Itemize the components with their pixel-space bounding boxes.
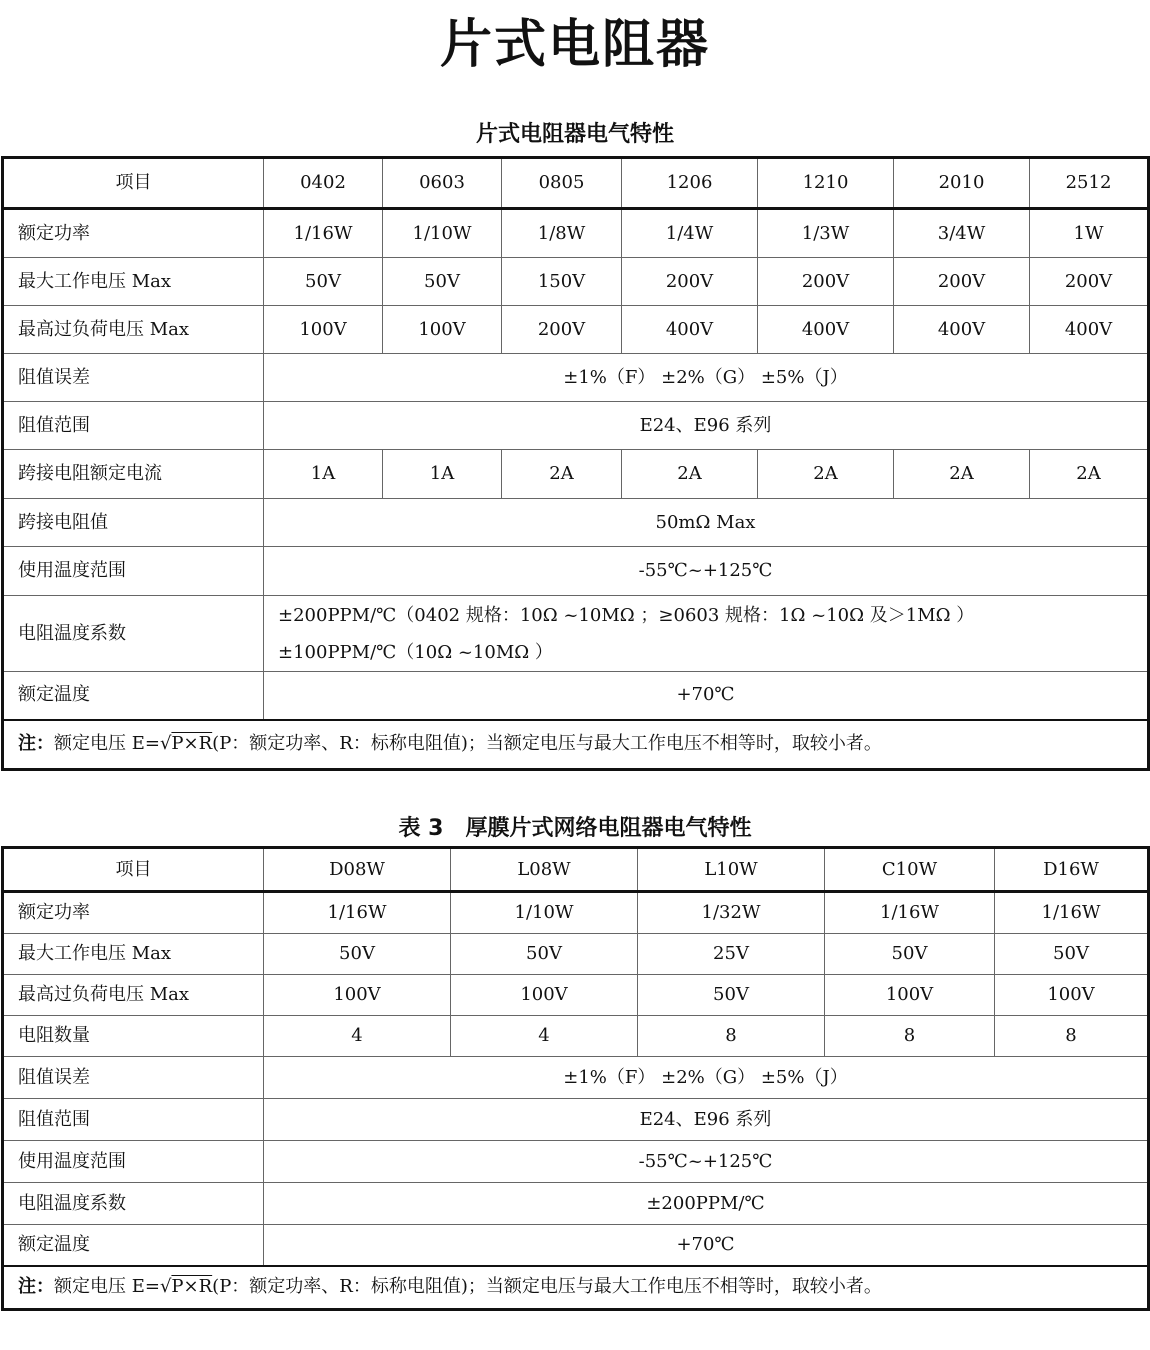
network-resistor-spec-table: [1, 846, 1150, 1311]
row-label: 额定功率: [3, 892, 264, 934]
row-label: 阻值误差: [3, 1057, 264, 1099]
cell: 100V: [264, 306, 383, 354]
table-row: [3, 499, 1149, 547]
merged-cell: -55℃~+125℃: [264, 547, 1149, 596]
cell: 50V: [264, 934, 451, 975]
cell: 2A: [622, 450, 758, 499]
cell: 8: [825, 1016, 995, 1057]
cell: 1/8W: [502, 209, 622, 258]
cell: 1/32W: [638, 892, 825, 934]
row-label: 最大工作电压 Max: [3, 258, 264, 306]
table-row: [3, 892, 1149, 934]
cell: 200V: [1030, 258, 1149, 306]
merged-cell: E24、E96 系列: [264, 402, 1149, 450]
note-text: 额定电压 E=√: [54, 1276, 172, 1298]
table-row: [3, 547, 1149, 596]
cell: 2A: [894, 450, 1030, 499]
merged-cell: ±1%（F） ±2%（G） ±5%（J）: [264, 1057, 1149, 1099]
cell: 400V: [1030, 306, 1149, 354]
table-header-row: [3, 848, 1149, 892]
header-cell: 2010: [894, 158, 1030, 209]
cell: 1A: [264, 450, 383, 499]
cell: 1/10W: [383, 209, 502, 258]
tcr-line-1: ±200PPM/℃（0402 规格：10Ω ~10MΩ ；≥0603 规格：1Ω ~10Ω 及＞1MΩ ）: [278, 604, 975, 626]
row-label: 电阻温度系数: [3, 596, 264, 672]
table-row: [3, 402, 1149, 450]
note-cell: [3, 1266, 1149, 1310]
cell: 100V: [264, 975, 451, 1016]
merged-cell: ±200PPM/℃: [264, 1183, 1149, 1225]
row-label: 电阻数量: [3, 1016, 264, 1057]
row-label: 额定温度: [3, 672, 264, 720]
cell: 4: [451, 1016, 638, 1057]
cell: 400V: [622, 306, 758, 354]
cell: 1/16W: [264, 209, 383, 258]
row-label: 使用温度范围: [3, 1141, 264, 1183]
cell: 50V: [451, 934, 638, 975]
cell: 400V: [894, 306, 1030, 354]
row-label: 最大工作电压 Max: [3, 934, 264, 975]
table-row: [3, 1016, 1149, 1057]
note-sqrt: P×R: [171, 1276, 213, 1298]
merged-cell: -55℃~+125℃: [264, 1141, 1149, 1183]
cell: 200V: [622, 258, 758, 306]
row-label: 额定功率: [3, 209, 264, 258]
cell: 50V: [264, 258, 383, 306]
table-header-row: [3, 158, 1149, 209]
table-row: [3, 306, 1149, 354]
note-text: 额定电压 E=√: [54, 733, 172, 755]
cell: 1A: [383, 450, 502, 499]
table-note-row: [3, 1266, 1149, 1310]
cell: 1/3W: [758, 209, 894, 258]
header-cell: 0402: [264, 158, 383, 209]
note-sqrt: P×R: [171, 733, 213, 755]
cell: 50V: [825, 934, 995, 975]
table-row: [3, 354, 1149, 402]
cell: 1/16W: [995, 892, 1149, 934]
header-cell: 0805: [502, 158, 622, 209]
header-cell: 1206: [622, 158, 758, 209]
row-label: 额定温度: [3, 1225, 264, 1266]
table-row: [3, 672, 1149, 720]
cell: 1/16W: [825, 892, 995, 934]
header-cell: L10W: [638, 848, 825, 892]
note-text: (P：额定功率、R：标称电阻值)；当额定电压与最大工作电压不相等时，取较小者。: [212, 733, 882, 755]
cell: 100V: [451, 975, 638, 1016]
header-cell: 项目: [3, 158, 264, 209]
row-label: 最高过负荷电压 Max: [3, 975, 264, 1016]
table2-title: 表 3 厚膜片式网络电阻器电气特性: [398, 816, 752, 841]
cell: 150V: [502, 258, 622, 306]
cell: 25V: [638, 934, 825, 975]
table-row: [3, 1141, 1149, 1183]
cell: 100V: [383, 306, 502, 354]
merged-cell: +70℃: [264, 1225, 1149, 1266]
cell: 400V: [758, 306, 894, 354]
header-cell: 1210: [758, 158, 894, 209]
note-text: (P：额定功率、R：标称电阻值)；当额定电压与最大工作电压不相等时，取较小者。: [212, 1276, 882, 1298]
merged-cell: [264, 596, 1149, 672]
header-cell: C10W: [825, 848, 995, 892]
merged-cell: 50mΩ Max: [264, 499, 1149, 547]
cell: 2A: [502, 450, 622, 499]
merged-cell: +70℃: [264, 672, 1149, 720]
header-cell: 0603: [383, 158, 502, 209]
cell: 2A: [758, 450, 894, 499]
row-label: 使用温度范围: [3, 547, 264, 596]
cell: 200V: [894, 258, 1030, 306]
row-label: 最高过负荷电压 Max: [3, 306, 264, 354]
table-row: [3, 1057, 1149, 1099]
cell: 4: [264, 1016, 451, 1057]
row-label: 阻值范围: [3, 402, 264, 450]
header-cell: L08W: [451, 848, 638, 892]
table-row: [3, 209, 1149, 258]
merged-cell: ±1%（F） ±2%（G） ±5%（J）: [264, 354, 1149, 402]
table-row: [3, 1225, 1149, 1266]
table-row: [3, 1183, 1149, 1225]
cell: 200V: [502, 306, 622, 354]
table-row: [3, 450, 1149, 499]
cell: 50V: [638, 975, 825, 1016]
row-label: 电阻温度系数: [3, 1183, 264, 1225]
note-prefix: 注：: [18, 733, 54, 755]
row-label: 阻值误差: [3, 354, 264, 402]
page-title: 片式电阻器: [439, 15, 710, 75]
table1-title: 片式电阻器电气特性: [475, 122, 674, 147]
header-cell: 项目: [3, 848, 264, 892]
cell: 50V: [995, 934, 1149, 975]
cell: 1W: [1030, 209, 1149, 258]
cell: 50V: [383, 258, 502, 306]
header-cell: D08W: [264, 848, 451, 892]
table-row: [3, 934, 1149, 975]
row-label: 跨接电阻额定电流: [3, 450, 264, 499]
row-label: 跨接电阻值: [3, 499, 264, 547]
cell: 200V: [758, 258, 894, 306]
cell: 8: [995, 1016, 1149, 1057]
table-note-row: [3, 720, 1149, 770]
table-row: [3, 596, 1149, 672]
chip-resistor-spec-table: [1, 156, 1150, 771]
cell: 100V: [995, 975, 1149, 1016]
row-label: 阻值范围: [3, 1099, 264, 1141]
table-row: [3, 1099, 1149, 1141]
table-row: [3, 975, 1149, 1016]
note-prefix: 注：: [18, 1276, 54, 1298]
tcr-line-2: ±100PPM/℃（10Ω ~10MΩ ）: [278, 641, 553, 663]
cell: 3/4W: [894, 209, 1030, 258]
header-cell: 2512: [1030, 158, 1149, 209]
cell: 1/4W: [622, 209, 758, 258]
cell: 1/16W: [264, 892, 451, 934]
cell: 100V: [825, 975, 995, 1016]
header-cell: D16W: [995, 848, 1149, 892]
table-row: [3, 258, 1149, 306]
cell: 8: [638, 1016, 825, 1057]
note-cell: [3, 720, 1149, 770]
merged-cell: E24、E96 系列: [264, 1099, 1149, 1141]
cell: 1/10W: [451, 892, 638, 934]
cell: 2A: [1030, 450, 1149, 499]
